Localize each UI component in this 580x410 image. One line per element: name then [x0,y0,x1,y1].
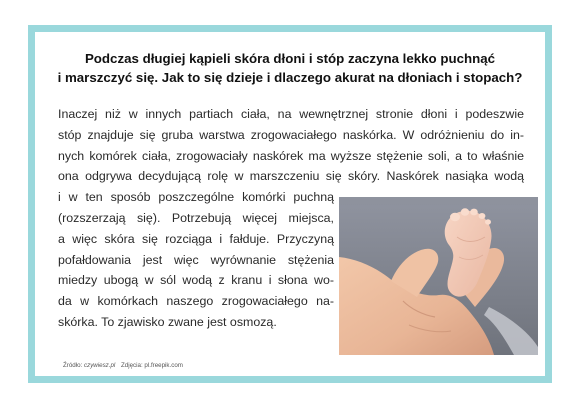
content-frame [28,25,552,383]
paragraph-line: skórka. To zjawisko zwane jest osmozą. [58,314,277,329]
paragraph-line: da w komórkach naszego zrogowaciałego na- [58,294,334,309]
paragraph-line: i w ten sposób poszczególne komórki puchną [58,190,334,205]
title-line-1: Podczas długiej kąpieli skóra dłoni i stóp zaczyna lekko puchnąć [84,51,496,66]
page-title [35,49,545,87]
source-label: Źródło: [63,362,83,369]
paragraph-line: ona odgrywa decydującą rolę w marszczeniu się skóry. Naskórek nasiąka wodą [58,169,524,184]
photos-value: pl.freepik.com [144,362,183,369]
paragraph-line: miedzy ubogą w sól wodą z kranu i słona wo- [58,273,334,288]
paragraph-line: stóp znajduje się gruba warstwa zrogowaciałego naskórka. W odróżnieniu do in- [58,127,524,142]
paragraph-line: Inaczej niż w innych partiach ciała, na wewnętrznej stronie dłoni i podeszwie [58,107,524,121]
paragraph-line: pofałdowania jest więc wyrównanie stężenia [58,252,334,267]
paragraph-line: nych komórek ciała, zrogowaciały naskórek ma wyższe stężenie soli, a to właśnie [58,148,524,163]
paragraph-line: a więc skóra się rozciąga i fałduje. Przyczyną [58,231,334,246]
title-line-2: i marszczyć się. Jak to się dzieje i dlaczego akurat na dłoniach i stopach? [57,70,523,85]
photos-label: Zdjęcia: [121,362,143,369]
hand-baby-foot-photo [339,197,538,355]
photo-credit [121,362,183,369]
source-credit [63,362,115,369]
paragraph-line: (rozszerzają się). Potrzebują więcej miejsca, [58,210,334,225]
source-value: czywiesz.pl [84,362,116,369]
